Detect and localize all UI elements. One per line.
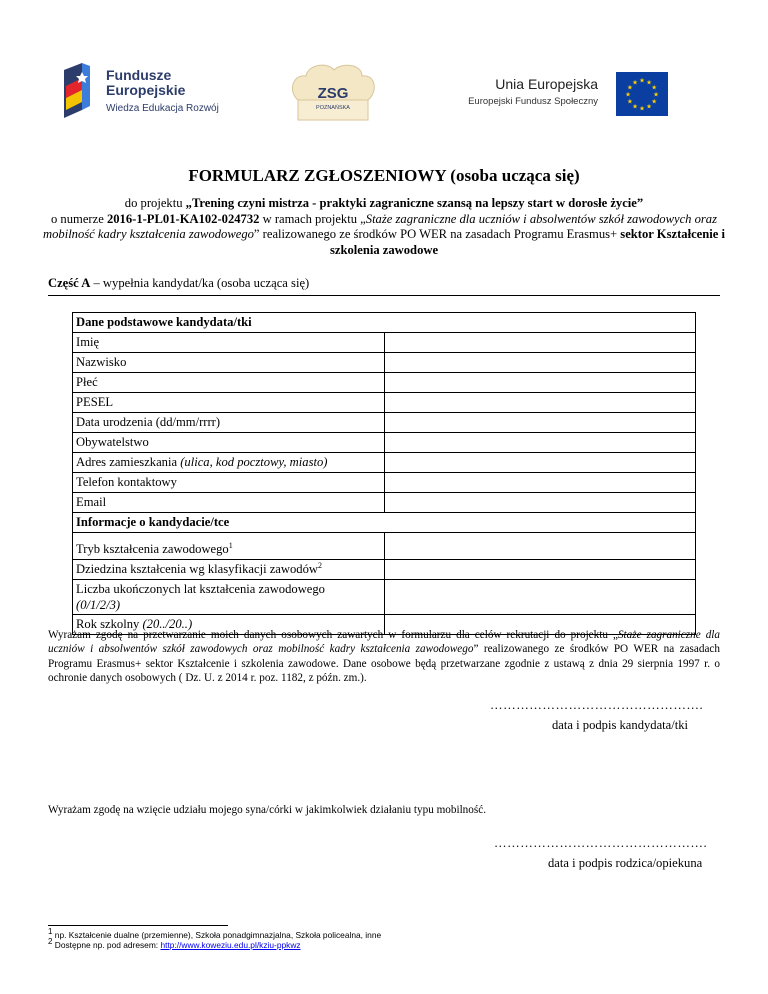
fundusze-line2: Europejskie [106,82,186,98]
table-row [73,533,696,560]
eu-flag-icon [616,72,668,116]
parent-signature-label: data i podpis rodzica/opiekuna [548,856,703,870]
address-hint: (ulica, kod pocztowy, miasto) [180,455,328,469]
input-pesel[interactable] [385,393,696,413]
footnote-ref-2: 2 [317,560,322,570]
intro-text-1: do projektu [124,196,186,210]
part-a-text: – wypełnia kandydat/ka (osoba ucząca się) [90,276,310,290]
label-last-name: Nazwisko [73,353,385,373]
table-row [73,333,696,353]
label-education-mode [73,533,385,560]
input-last-name[interactable] [385,353,696,373]
years-text: Liczba ukończonych lat kształcenia zawodowego [76,582,325,596]
consent1-italic: Staże zagraniczne dla uczniów i absolwentów szkół zawodowych oraz mobilność kadry kształcenia zawodowego [48,629,720,656]
section-header-candidate-info: Informacje o kandydacie/tce [73,513,696,533]
label-years-completed [73,580,385,615]
ue-title: Unia Europejska [495,76,598,92]
footnote-1 [48,927,382,940]
footnote-2 [48,937,301,950]
zsg-logo [288,60,378,124]
table-row [73,493,696,513]
education-field-text: Dziedzina kształcenia wg klasyfikacji zawodów [76,562,318,576]
intro-project-name: „Trening czyni mistrza - praktyki zagraniczne szansą na lepszy start w dorosłe życie” [185,196,644,210]
unia-europejska-logo [458,72,670,120]
eu-star-icon: ★ [626,97,633,106]
table-row [73,513,696,533]
eu-star-icon: ★ [626,83,633,92]
consent1-text-a: Wyrażam zgodę na przetwarzanie moich danych osobowych zawartych w formularzu dla celów rekrutacji do projektu „ [48,629,618,641]
footnote-2-number: 2 [48,937,53,947]
input-first-name[interactable] [385,333,696,353]
footnote-1-text: np. Kształcenie dualne (przemienne), Szkoła ponadgimnazjalna, Szkoła policealna, inne [52,930,382,940]
eu-star-icon: ★ [646,102,652,111]
intro-text-3: w ramach projektu „ [259,211,366,226]
eu-star-icon: ★ [639,104,645,113]
footnote-2-text: Dostępne np. pod adresem: [52,940,161,950]
section-header-basic: Dane podstawowe kandydata/tki [73,313,696,333]
school-year-hint: (20../20..) [142,617,193,631]
intro-project-italic: Staże zagraniczne dla uczniów i absolwentów szkół zawodowych oraz mobilność kadry kształcenia zawodowego [43,211,717,241]
part-a-heading [48,276,309,291]
input-gender[interactable] [385,373,696,393]
input-education-field[interactable] [385,560,696,580]
zsg-name: ZSG [317,85,349,102]
eu-star-icon: ★ [632,78,638,87]
zsg-subtitle: POZNAŃSKA [316,105,350,111]
table-row [73,580,696,615]
education-mode-text: Tryb kształcenia zawodowego [76,542,229,556]
table-row [73,560,696,580]
table-row [73,413,696,433]
ue-subtitle: Europejski Fundusz Społeczny [468,96,598,107]
input-citizenship[interactable] [385,433,696,453]
eu-star-icon: ★ [646,78,652,87]
input-phone[interactable] [385,473,696,493]
table-row [73,473,696,493]
part-a-label: Część A [48,276,91,290]
eu-star-icon: ★ [651,97,658,106]
candidate-signature-line[interactable]: …………………………………………. [490,698,704,712]
footnote-1-number: 1 [48,927,53,937]
parent-signature-line[interactable]: …………………………………………. [494,836,708,850]
candidate-signature-label: data i podpis kandydata/tki [552,718,689,732]
label-address [73,453,385,473]
application-form-table [72,312,696,635]
label-birth-date: Data urodzenia (dd/mm/rrrr) [73,413,385,433]
eu-star-icon: ★ [653,90,659,99]
project-number: 2016-1-PL01-KA102-024732 [106,211,260,226]
school-year-text: Rok szkolny [76,617,143,631]
years-hint: (0/1/2/3) [76,598,121,612]
footnote-ref-1: 1 [228,540,233,550]
table-row [73,353,696,373]
fundusze-line1: Fundusze [106,67,172,83]
table-row [73,393,696,413]
fundusze-logo-mark-icon [60,60,104,120]
fundusze-tagline: Wiedza Edukacja Rozwój [106,103,219,114]
fundusze-europejskie-logo [60,60,240,130]
eu-star-icon: ★ [625,90,631,99]
form-title: FORMULARZ ZGŁOSZENIOWY (osoba ucząca się) [188,166,580,185]
zsg-hat-icon [288,60,378,124]
input-education-mode[interactable] [385,533,696,560]
label-citizenship: Obywatelstwo [73,433,385,453]
intro-paragraph [40,196,728,258]
label-pesel: PESEL [73,393,385,413]
data-processing-consent [48,628,720,686]
consent1-text-b: ” realizowanego ze środków PO WER na zasadach Programu Erasmus+ sektor Kształcenie i szkolenia zawodowe. Dane osobowe będą przetwarzane zgodnie z ustawą z dnia 29 sierpnia 1997 r. o ochronie danych osobowych ( Dz. U. z 2014 r. poz. 1182, z późn. zm.). [48,643,720,685]
input-email[interactable] [385,493,696,513]
table-row [73,433,696,453]
eu-star-icon: ★ [639,76,645,85]
divider [48,295,720,296]
table-row [73,453,696,473]
eu-star-icon: ★ [651,83,658,92]
label-education-field [73,560,385,580]
footnote-2-link[interactable]: http://www.koweziu.edu.pl/kziu-ppkwz [160,940,301,950]
parent-consent: Wyrażam zgodę na wzięcie udziału mojego syna/córki w jakimkolwiek działaniu typu mobilność. [48,804,486,816]
input-years-completed[interactable] [385,580,696,615]
footnote-divider [48,925,228,926]
label-first-name: Imię [73,333,385,353]
label-phone: Telefon kontaktowy [73,473,385,493]
label-email: Email [73,493,385,513]
table-row [73,373,696,393]
intro-text-4: ” realizowanego ze środków PO WER na zasadach Programu Erasmus+ [253,227,621,241]
table-row [73,313,696,333]
intro-text-2: o numerze [50,211,107,226]
label-gender: Płeć [73,373,385,393]
eu-star-icon: ★ [632,102,638,111]
address-label-text: Adres zamieszkania [76,455,181,469]
input-address[interactable] [385,453,696,473]
intro-sector: sektor Kształcenie i szkolenia zawodowe [329,227,725,257]
input-birth-date[interactable] [385,413,696,433]
